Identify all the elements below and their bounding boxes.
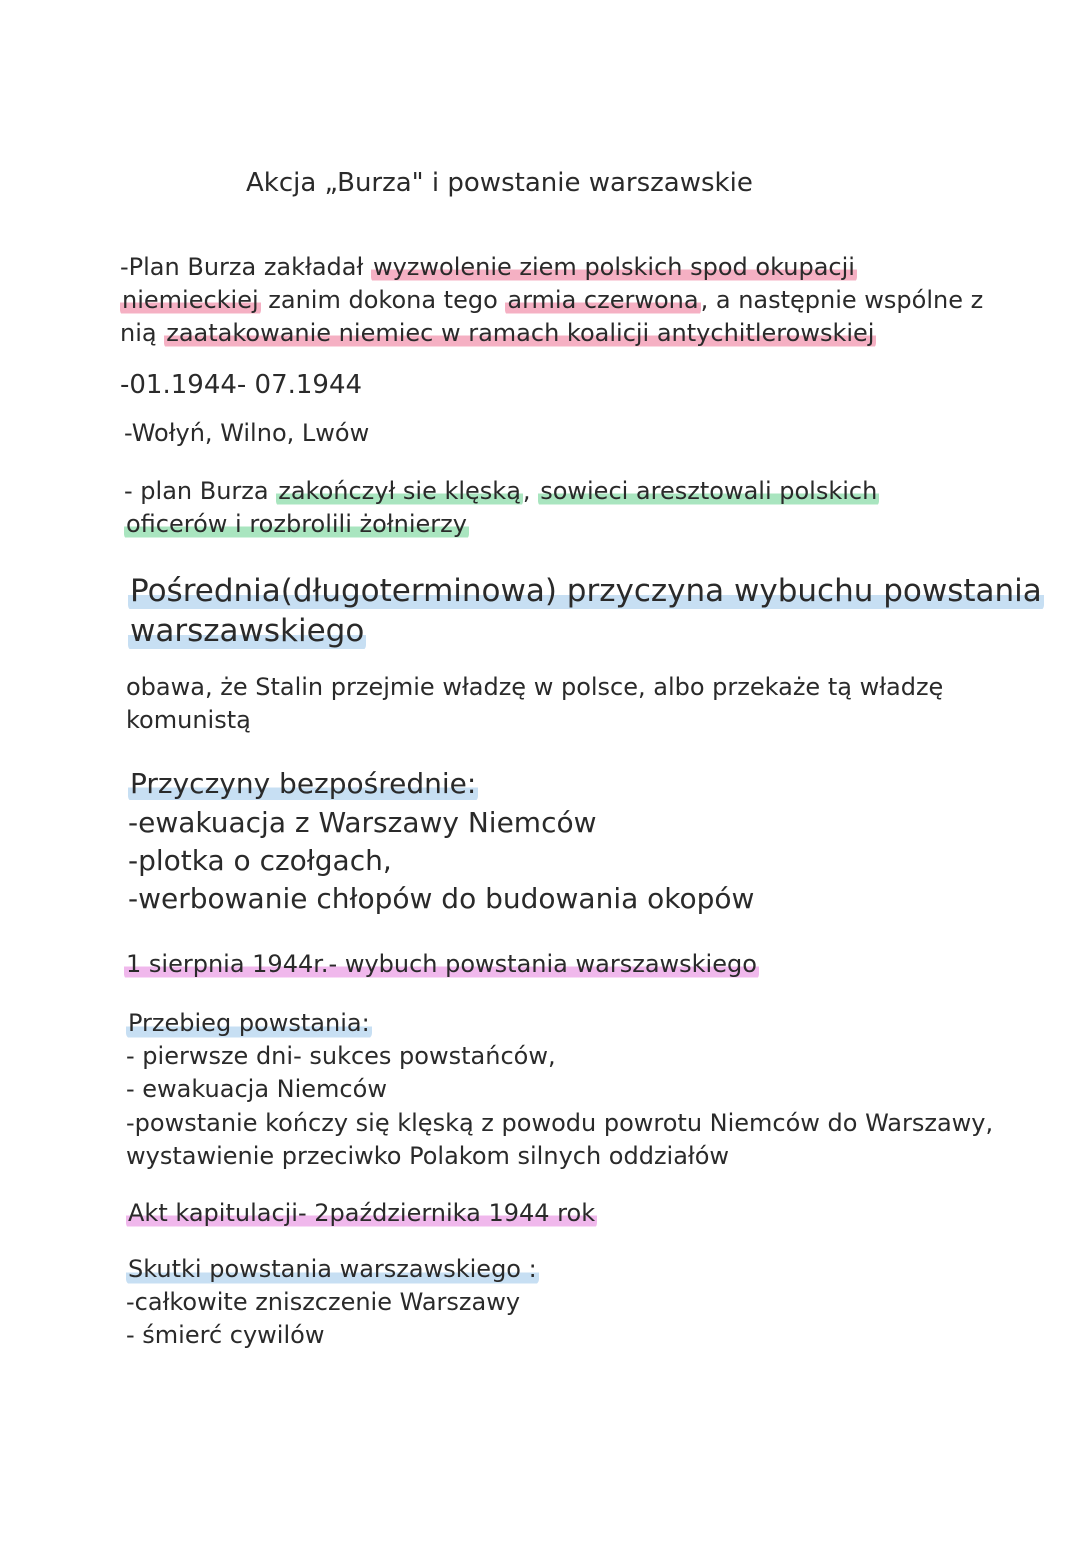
plan-text: -Plan Burza zakładał — [120, 253, 371, 281]
effects-heading-text: Skutki powstania warszawskiego : — [128, 1255, 537, 1283]
plan-line-2 — [120, 288, 983, 312]
direct-cause-item: -ewakuacja z Warszawy Niemców — [128, 806, 597, 839]
direct-causes-heading-text: Przyczyny bezpośrednie: — [130, 767, 477, 800]
highlight-defeat: zakończył sie klęską — [278, 477, 521, 505]
plan-line-1 — [120, 255, 857, 279]
plan-text: nią — [120, 319, 165, 347]
direct-cause-item: -plotka o czołgach, — [128, 844, 392, 877]
plan-text: , a następnie wspólne z — [700, 286, 984, 314]
result-line-1 — [124, 479, 879, 503]
plan-text: zanim dokona tego — [260, 286, 506, 314]
indirect-cause-heading-1 — [128, 573, 1044, 609]
indirect-cause-heading-2 — [128, 613, 366, 649]
plan-line-3 — [120, 321, 876, 345]
capitulation — [126, 1201, 597, 1225]
highlight-capitulation: Akt kapitulacji- 2października 1944 rok — [128, 1199, 596, 1227]
direct-causes-heading — [128, 767, 478, 800]
course-item: -powstanie kończy się klęską z powodu powrotu Niemców do Warszawy, — [126, 1109, 994, 1137]
effects-item: - śmierć cywilów — [126, 1321, 325, 1349]
places: -Wołyń, Wilno, Lwów — [124, 419, 370, 447]
highlight-arrests: sowieci aresztowali polskich — [540, 477, 878, 505]
effects-item: -całkowite zniszczenie Warszawy — [126, 1288, 521, 1316]
highlight-outbreak: 1 sierpnia 1944r.- wybuch powstania warszawskiego — [126, 950, 757, 978]
indirect-cause-text-1: obawa, że Stalin przejmie władzę w polsce, albo przekaże tą władzę — [126, 673, 944, 701]
result-line-2 — [124, 512, 469, 536]
result-text: - plan Burza — [124, 477, 277, 505]
course-heading-text: Przebieg powstania: — [128, 1009, 370, 1037]
course-item: wystawienie przeciwko Polakom silnych oddziałów — [126, 1142, 730, 1170]
highlight-liberation: wyzwolenie ziem polskich spod okupacji — [372, 253, 855, 281]
highlight-disarm: oficerów i rozbrolili żołnierzy — [126, 510, 467, 538]
page-title: Akcja „Burza" i powstanie warszawskie — [246, 168, 753, 198]
course-item: - ewakuacja Niemców — [126, 1075, 387, 1103]
highlight-red-army: armia czerwona — [507, 286, 699, 314]
course-item: - pierwsze dni- sukces powstańców, — [126, 1042, 556, 1070]
indirect-cause-heading-text: warszawskiego — [130, 613, 365, 649]
outbreak — [124, 952, 759, 976]
course-heading — [126, 1011, 372, 1035]
indirect-cause-text-2: komunistą — [126, 706, 251, 734]
result-text: , — [522, 477, 539, 505]
highlight-attack: zaatakowanie niemiec w ramach koalicji antychitlerowskiej — [166, 319, 875, 347]
indirect-cause-heading-text: Pośrednia(długoterminowa) przyczyna wybuchu powstania — [130, 573, 1042, 609]
dates: -01.1944- 07.1944 — [120, 370, 363, 400]
highlight-german: niemieckiej — [122, 286, 259, 314]
direct-cause-item: -werbowanie chłopów do budowania okopów — [128, 882, 755, 915]
effects-heading — [126, 1257, 539, 1281]
